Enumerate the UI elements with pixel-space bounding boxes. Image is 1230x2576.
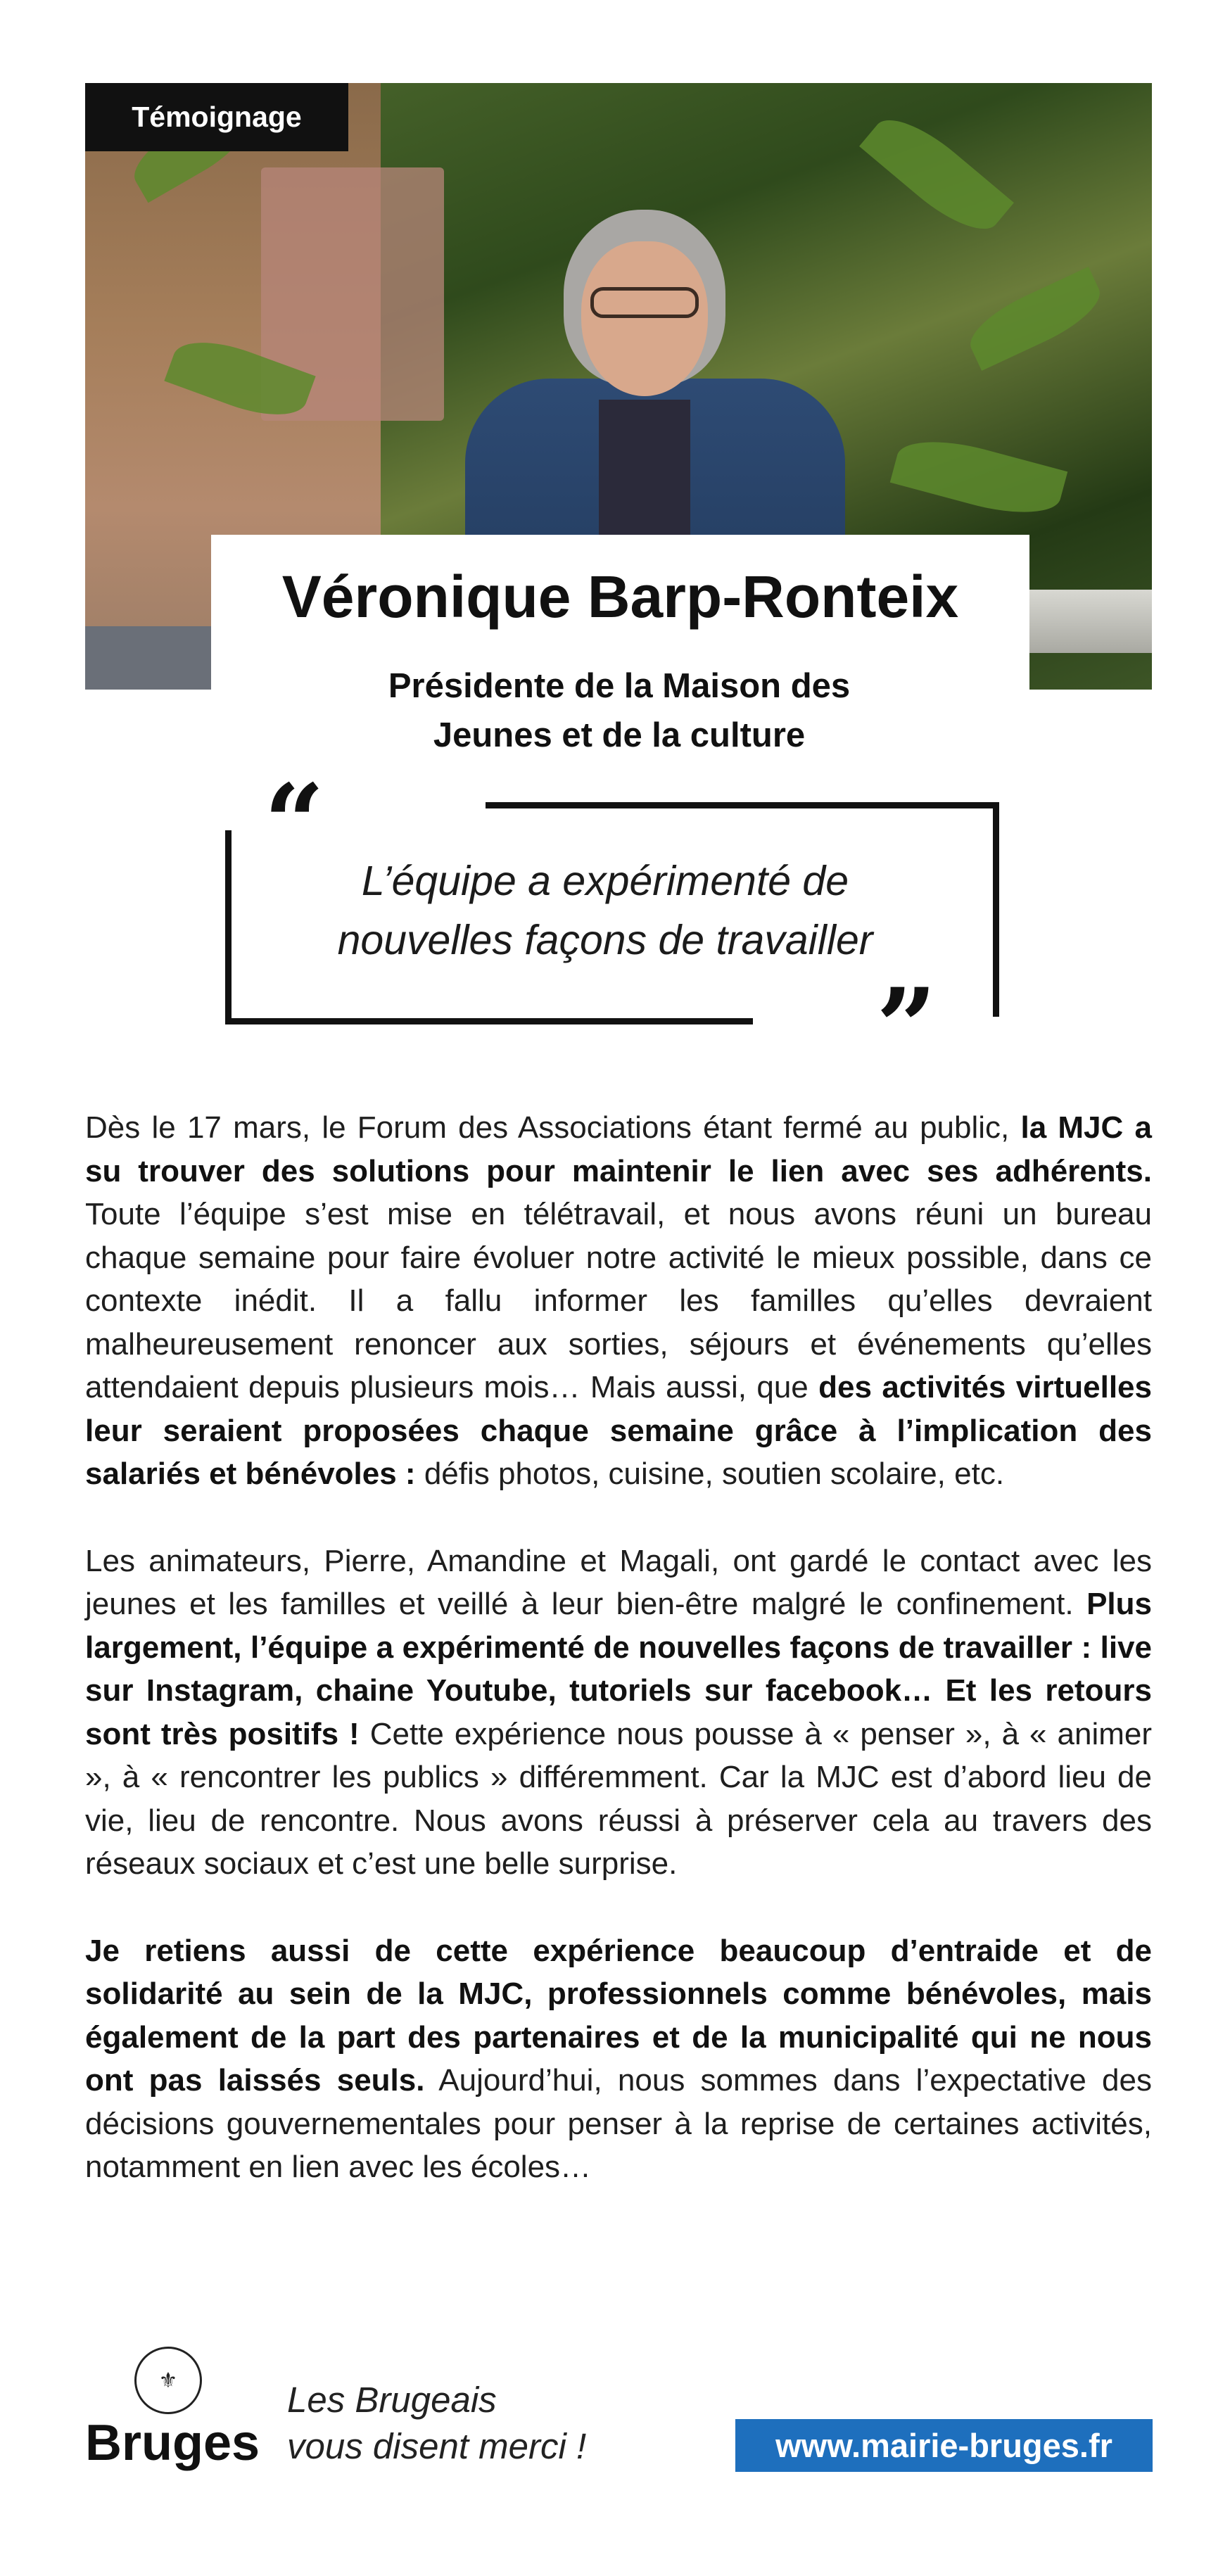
coat-of-arms-icon: ⚜ — [134, 2347, 202, 2414]
quote-frame-left — [225, 830, 232, 1024]
person-name: Véronique Barp-Ronteix — [281, 564, 959, 630]
article-text-bold: des activités virtuelles leur seraient proposées chaque semaine grâce à l’implication des salariés et bénévoles : — [85, 1370, 1152, 1491]
article-text: Toute l’équipe s’est mise en télétravail, et nous avons réuni un bureau chaque semaine pour faire évoluer notre activité le mieux possible, dans ce contexte inédit. Il a fallu informer les familles qu’elles devraient malheureusement renoncer aux sorties, séjours et événements qu’elles attendaient depuis plusieurs mois… Mais aussi, que — [85, 1197, 1152, 1404]
person-face — [581, 241, 708, 396]
quote-frame-bottom — [225, 1018, 753, 1024]
article-text-bold: Plus largement, l’équipe a expérimenté de nouvelles façons de travailler : live sur Instagram, chaine Youtube, tutoriels sur facebook… Et les retours sont très positifs ! — [85, 1587, 1152, 1751]
photo-leaf — [961, 267, 1110, 371]
article-text: Cette expérience nous pousse à « penser », à « animer », à « rencontrer les publics » différemment. Car la MJC est d’abord lieu de vie, lieu de rencontre. Nous avons réussi à préserver cela au travers des réseaux sociaux et c’est une belle surprise. — [85, 1716, 1152, 1881]
photo-leaf — [859, 103, 1014, 246]
pull-quote-line-2: nouvelles façons de travailler — [337, 917, 873, 963]
close-quote-icon: ” — [876, 965, 937, 1089]
thanks-line-2: vous disent merci ! — [287, 2426, 587, 2466]
pull-quote — [253, 851, 957, 970]
person-role — [281, 661, 957, 760]
article-text: Aujourd’hui, nous sommes dans l’expectative des décisions gouvernementales pour penser à la reprise de certaines activités, notamment en lien avec les écoles… — [85, 2063, 1152, 2184]
pull-quote-line-1: L’équipe a expérimenté de — [361, 858, 849, 904]
article-body — [85, 1106, 1152, 2233]
thanks-line-1: Les Brugeais — [287, 2380, 497, 2420]
article-paragraph — [85, 1929, 1152, 2189]
article-text: Les animateurs, Pierre, Amandine et Magali, ont gardé le contact avec les jeunes et les familles et veillé à leur bien-être malgré le confinement. — [85, 1543, 1152, 1621]
photo-leaf — [890, 428, 1068, 526]
testimony-badge: Témoignage — [85, 83, 348, 151]
logo-name: Bruges — [85, 2415, 260, 2471]
bruges-logo — [85, 2347, 260, 2473]
article-text: Dès le 17 mars, le Forum des Associations étant fermé au public, — [85, 1110, 1021, 1145]
role-line-2: Jeunes et de la culture — [433, 716, 806, 754]
article-paragraph — [85, 1106, 1152, 1496]
article-paragraph — [85, 1540, 1152, 1886]
open-quote-icon: “ — [264, 761, 325, 885]
quote-frame-right — [993, 802, 999, 1017]
quote-frame-top — [486, 802, 999, 808]
article-text-bold: Je retiens aussi de cette expérience beaucoup d’entraide et de solidarité au sein de la MJC, professionnels comme bénévoles, mais également de la part des partenaires et de la municipalité qui ne nous ont pas laissés seuls. — [85, 1933, 1152, 2098]
person-glasses — [590, 287, 699, 318]
role-line-1: Présidente de la Maison des — [388, 667, 851, 705]
thanks-message — [287, 2377, 709, 2470]
article-text: défis photos, cuisine, soutien scolaire, etc. — [415, 1457, 1005, 1491]
website-link[interactable]: www.mairie-bruges.fr — [735, 2419, 1153, 2472]
article-text-bold: la MJC a su trouver des solutions pour maintenir le lien avec ses adhérents. — [85, 1110, 1152, 1188]
